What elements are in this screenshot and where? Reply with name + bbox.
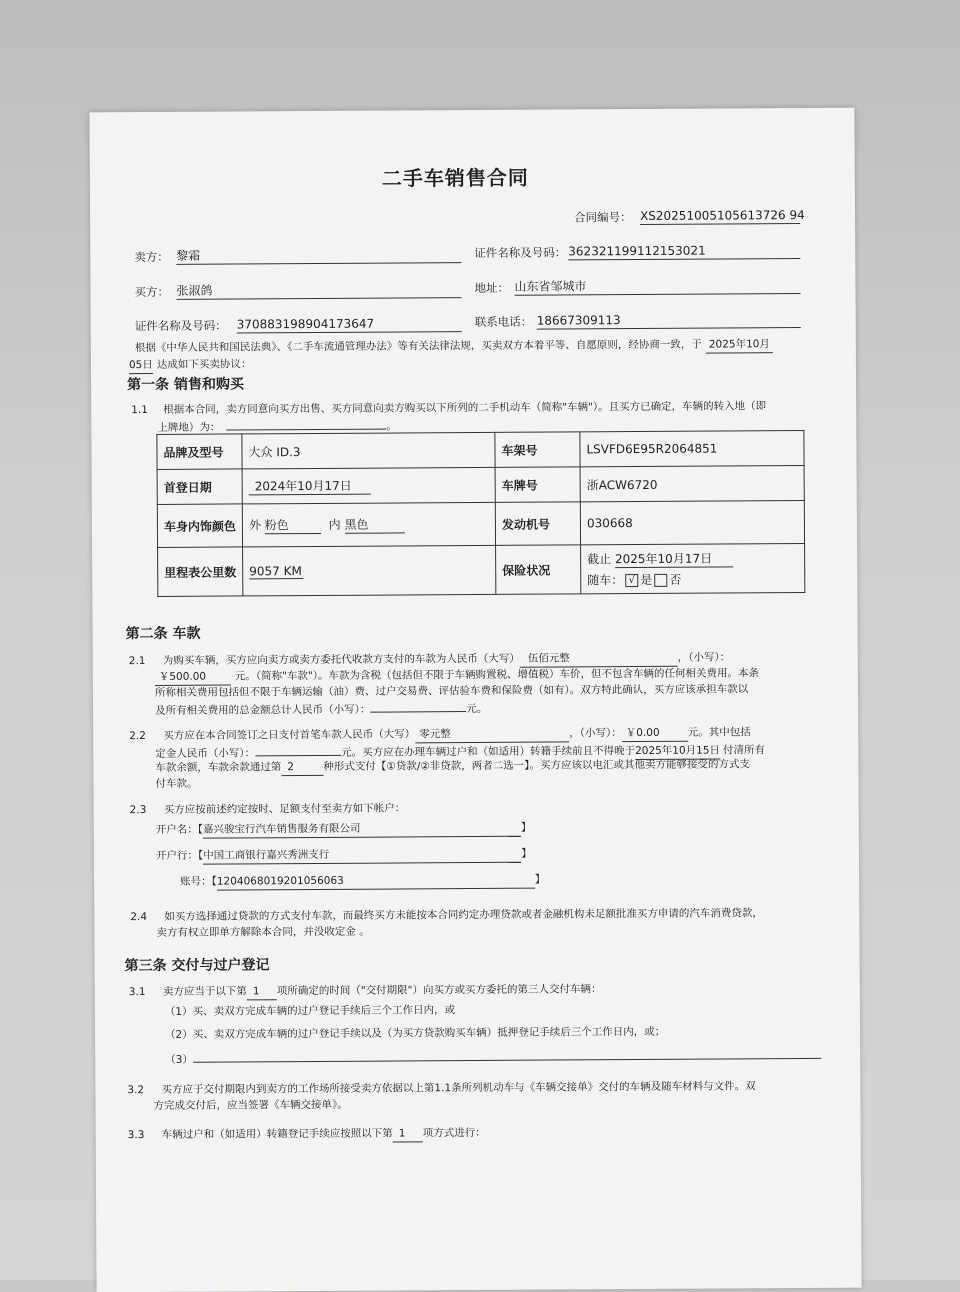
price-lower: ￥500.00 xyxy=(155,668,231,685)
brand-label: 品牌及型号 xyxy=(157,434,242,470)
mileage-value-cell xyxy=(243,545,496,596)
pay-method: 2 xyxy=(281,759,323,776)
delivery-item: 1 xyxy=(247,983,277,1000)
clause-1-1-cont: 上牌地）为： 。 xyxy=(157,416,397,435)
address-label: 地址： xyxy=(474,280,510,295)
option-1: （1）买、卖双方完成车辆的过户登记手续后三个工作日内，或 xyxy=(164,1004,456,1018)
account-name: 嘉兴骏宝行汽车销售服务有限公司 xyxy=(203,820,521,839)
clause-2-3: 2.3 买方应按前述约定按时、足额支付至卖方如下帐户： xyxy=(129,802,406,817)
account-name-row: 开户名：【嘉兴骏宝行汽车销售服务有限公司 】 xyxy=(156,820,532,839)
mileage-label: 里程表公里数 xyxy=(158,547,243,597)
engine-value: 030668 xyxy=(580,500,804,544)
clause-3-3: 3.3 车辆过户和（如适用）转籍登记手续应按照以下第 1 项方式进行： xyxy=(127,1126,486,1142)
account-no: 1204068019201056063 xyxy=(217,872,535,891)
intro-text-2: 05日 达成如下买卖协议： xyxy=(129,356,251,374)
plate-label: 车牌号 xyxy=(495,467,580,503)
contract-no-label: 合同编号： xyxy=(574,210,632,225)
plate-value: 浙ACW6720 xyxy=(580,465,804,501)
color-label: 车身内饰颜色 xyxy=(157,504,242,548)
color-out: 粉色 xyxy=(265,516,321,534)
down-payment-upper: 零元整 xyxy=(415,725,569,743)
insurance-label: 保险状况 xyxy=(496,545,581,595)
reg-label: 首登日期 xyxy=(157,469,242,505)
brand-value: 大众 ID.3 xyxy=(242,432,495,469)
table-row xyxy=(157,430,804,469)
buyer-id-label: 证件名称及号码： xyxy=(134,318,227,334)
vehicle-table xyxy=(156,430,805,597)
clause-3-2-a: 3.2 买方应于交付期限内到卖方的工作场所接受卖方依据以上第1.1条所列机动车与《车辆交接单》交付的车辆及随车材料与文件。双 xyxy=(127,1080,756,1097)
phone: 18667309113 xyxy=(537,311,801,330)
clause-3-2-b: 方完成交付后，应当签署《车辆交接单》。 xyxy=(153,1098,348,1112)
reg-value-cell xyxy=(242,467,495,504)
clause-2-4-b: 卖方有权立即单方解除本合同，并没收定金 。 xyxy=(156,925,370,939)
option-2: （2）买、卖双方完成车辆的过户登记手续以及（为买方贷款购买车辆）抵押登记手续后三个工作日内，或； xyxy=(165,1025,666,1041)
table-row xyxy=(158,543,805,596)
down-payment-lower: ￥0.00 xyxy=(622,725,688,742)
pay-deadline: 2025年10月15日 xyxy=(635,743,720,761)
clause-2-1-b: ￥500.00 元。（简称"车款"）。车款为含税（包括但不限于车辆购置税、增值税）车价，但不包含车辆的任何相关费用。本条 xyxy=(155,665,759,686)
seller-label: 卖方： xyxy=(134,249,169,265)
option-3: （3） xyxy=(165,1046,821,1068)
buyer-name: 张淑鸽 xyxy=(176,281,461,300)
clause-3-1: 3.1 卖方应当于以下第 1 项所确定的时间（"交付期限"）向买方或买方委托的第三人交付车辆： xyxy=(129,981,602,1001)
clause-2-2-c: 车款余额，车款余款通过第 2 种形式支付【①贷款/②非贷款，两者二选一】。买方应该以电汇或其他卖方能够接受的方式支 xyxy=(155,756,750,777)
engine-label: 发动机号 xyxy=(495,502,580,546)
reg-value: 2024年10月17日 xyxy=(249,477,371,496)
color-in: 黑色 xyxy=(344,515,404,533)
vin-label: 车架号 xyxy=(495,432,580,468)
clause-2-2-a: 2.2 买方应在本合同签订之日支付首笔车款人民币（大写） 零元整 ，（小写）： ￥0.00 元。其中包括 xyxy=(129,726,751,743)
account-no-row: 账号：【1204068019201056063 】 xyxy=(180,872,545,891)
buyer-label: 买方： xyxy=(134,284,170,300)
seller-name: 黎霜 xyxy=(176,246,461,265)
checkbox-yes[interactable]: √ xyxy=(625,574,638,587)
page-title: 二手车销售合同 xyxy=(381,165,529,191)
seller-id: 362321199112153021 xyxy=(568,242,800,260)
bank-row: 开户行：【中国工商银行嘉兴秀洲支行 】 xyxy=(156,846,532,865)
vin-value: LSVFD6E95R2064851 xyxy=(580,430,804,466)
clause-2-2-b: 定金人民币（小写）： 元。买方应在办理车辆过户和（如适用）转籍手续前且不得晚于2025年10月15日 付清所有 xyxy=(155,744,766,760)
color-value-cell: 外 粉色 内 黑色 xyxy=(242,502,495,547)
address: 山东省邹城市 xyxy=(514,277,800,296)
bank-name: 中国工商银行嘉兴秀洲支行 xyxy=(203,846,521,865)
clause-2-1-c: 所称相关费用包括但不限于车辆运输（油）费、过户交易费、评估验车费和保险费（如有）。双方特此确认，买方应该承担车款以 xyxy=(154,683,749,699)
contract-no: XS20251005105613726 94 xyxy=(640,207,805,223)
clause-2-1-d: 及所有相关费用的总金额总计人民币（小写）： 元。 xyxy=(155,699,487,719)
insurance-until: 2025年10月17日 xyxy=(615,549,733,568)
section-3-title: 第三条 交付与过户登记 xyxy=(124,957,270,975)
insurance-value-cell: 截止 2025年10月17日 随车： √ 是 否 xyxy=(581,543,805,593)
buyer-id: 370883198904173647 xyxy=(237,315,462,333)
mileage-value: 9057 KM xyxy=(249,563,302,578)
seller-id-label: 证件名称及号码： xyxy=(474,245,567,260)
section-1-title: 第一条 销售和购买 xyxy=(127,376,244,394)
table-row xyxy=(157,465,804,504)
transfer-item: 1 xyxy=(393,1125,423,1142)
clause-1-1: 1.1 根据本合同，卖方同意向买方出售、买方同意向卖方购买以下所列的二手机动车（简称"车辆"）。且买方已确定，车辆的转入地（即 xyxy=(131,400,767,417)
section-2-title: 第二条 车款 xyxy=(125,625,201,643)
table-row xyxy=(157,500,804,547)
contract-paper xyxy=(89,108,861,1292)
checkbox-no[interactable] xyxy=(654,574,667,587)
clause-2-2-d: 付车款。 xyxy=(155,777,198,790)
price-upper: 伍佰元整 xyxy=(520,650,678,668)
intro-text: 根据《中华人民共和国民法典》、《二手车流通管理办法》等有关法律法规，买卖双方本着平等、自愿原则，经协商一致，于 2025年10月 xyxy=(135,336,773,357)
clause-2-4-a: 2.4 如买方选择通过贷款的方式支付车款，而最终买方未能按本合同约定办理贷款或者金融机构未足额批准买方申请的汽车消费贷款， xyxy=(130,907,763,924)
phone-label: 联系电话： xyxy=(474,314,533,329)
clause-2-1-a: 2.1 为购买车辆，买方应向卖方或卖方委托代收款方支付的车款为人民币（大写） 伍佰元整 ，（小写）： xyxy=(128,651,731,668)
